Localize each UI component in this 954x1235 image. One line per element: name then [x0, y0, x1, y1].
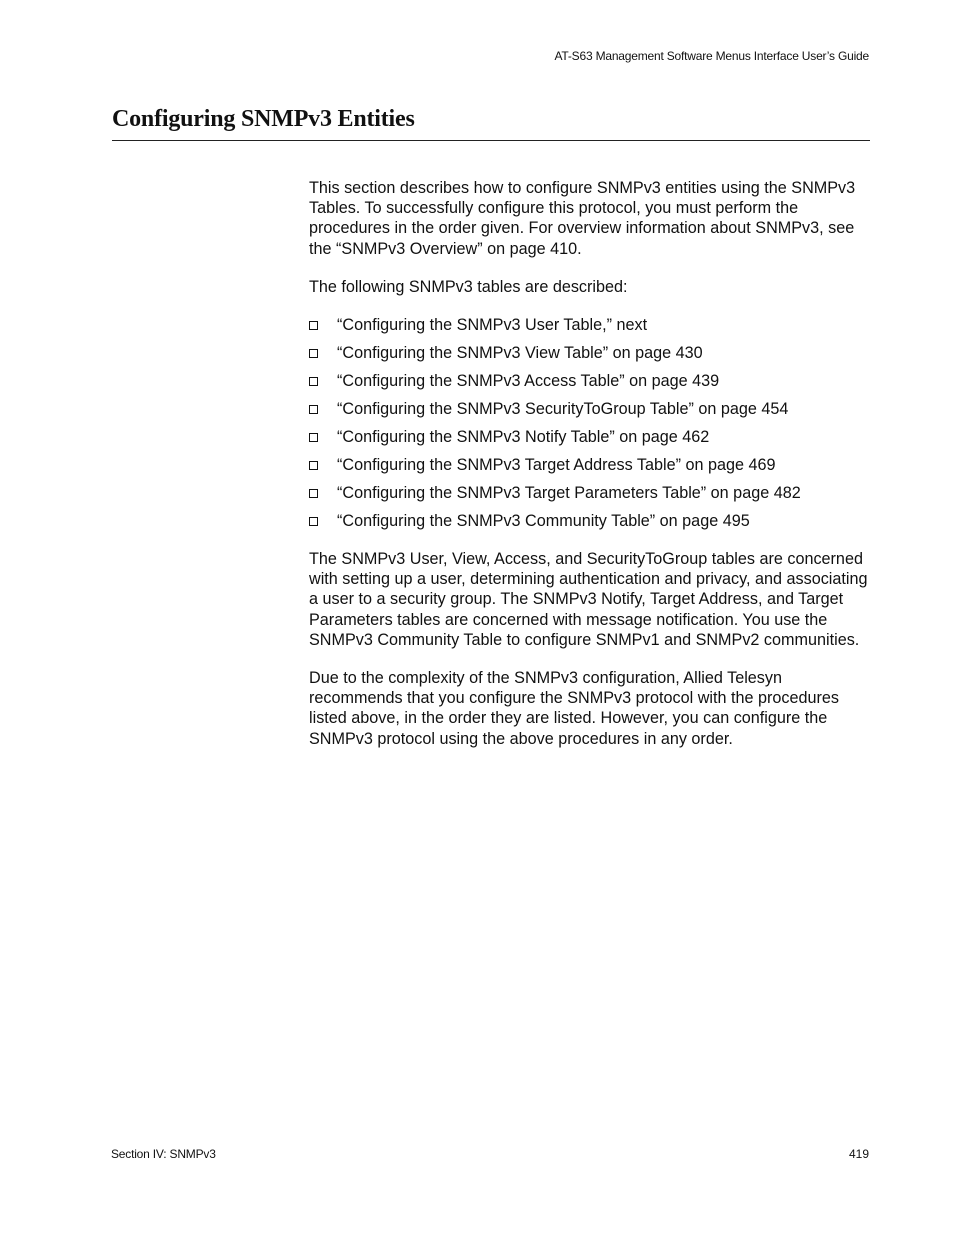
list-item-text: “Configuring the SNMPv3 Target Parameters Table” on page 482	[337, 484, 801, 503]
list-item-text: “Configuring the SNMPv3 SecurityToGroup Table” on page 454	[337, 400, 789, 419]
footer-section-label: Section IV: SNMPv3	[111, 1147, 216, 1161]
checkbox-bullet-icon	[309, 461, 318, 470]
list-item-text: “Configuring the SNMPv3 Community Table” on page 495	[337, 512, 750, 531]
list-item	[309, 483, 871, 503]
title-rule	[112, 140, 870, 141]
list-item	[309, 455, 871, 475]
list-item	[309, 511, 871, 531]
checkbox-bullet-icon	[309, 377, 318, 386]
checkbox-bullet-icon	[309, 349, 318, 358]
list-item	[309, 427, 871, 447]
list-item-text: “Configuring the SNMPv3 Notify Table” on page 462	[337, 428, 710, 447]
list-item	[309, 399, 871, 419]
list-item-text: “Configuring the SNMPv3 View Table” on page 430	[337, 344, 703, 363]
footer-page-number: 419	[848, 1147, 869, 1161]
checkbox-bullet-icon	[309, 489, 318, 498]
section-title: Configuring SNMPv3 Entities	[112, 106, 415, 132]
list-item	[309, 315, 871, 335]
list-item	[309, 343, 871, 363]
complexity-paragraph: Due to the complexity of the SNMPv3 configuration, Allied Telesyn recommends that you configure the SNMPv3 protocol with the procedures listed above, in the order they are listed. However, you can configure the SNMPv3 protocol using the above procedures in any order.	[309, 669, 839, 748]
body-column	[309, 178, 871, 749]
intro-paragraph: This section describes how to configure SNMPv3 entities using the SNMPv3 Tables. To successfully configure this protocol, you must perform the procedures in the order given. For overview information about SNMPv3, see the “SNMPv3 Overview” on page 410.	[309, 179, 856, 258]
checkbox-bullet-icon	[309, 321, 318, 330]
procedure-list	[309, 315, 871, 531]
list-lead-paragraph: The following SNMPv3 tables are described:	[309, 277, 628, 296]
checkbox-bullet-icon	[309, 433, 318, 442]
checkbox-bullet-icon	[309, 517, 318, 526]
list-item-text: “Configuring the SNMPv3 User Table,” next	[337, 316, 648, 335]
list-item	[309, 371, 871, 391]
list-item-text: “Configuring the SNMPv3 Target Address Table” on page 469	[337, 456, 776, 475]
checkbox-bullet-icon	[309, 405, 318, 414]
list-item-text: “Configuring the SNMPv3 Access Table” on page 439	[337, 372, 720, 391]
running-header: AT-S63 Management Software Menus Interface User’s Guide	[554, 49, 869, 63]
tables-paragraph: The SNMPv3 User, View, Access, and SecurityToGroup tables are concerned with setting up a user, determining authentication and privacy, and associating a user to a security group. The SNMPv3 Notify, Target Address, and Target Parameters tables are concerned with message notification. You use the SNMPv3 Community Table to configure SNMPv1 and SNMPv2 communities.	[309, 550, 868, 649]
